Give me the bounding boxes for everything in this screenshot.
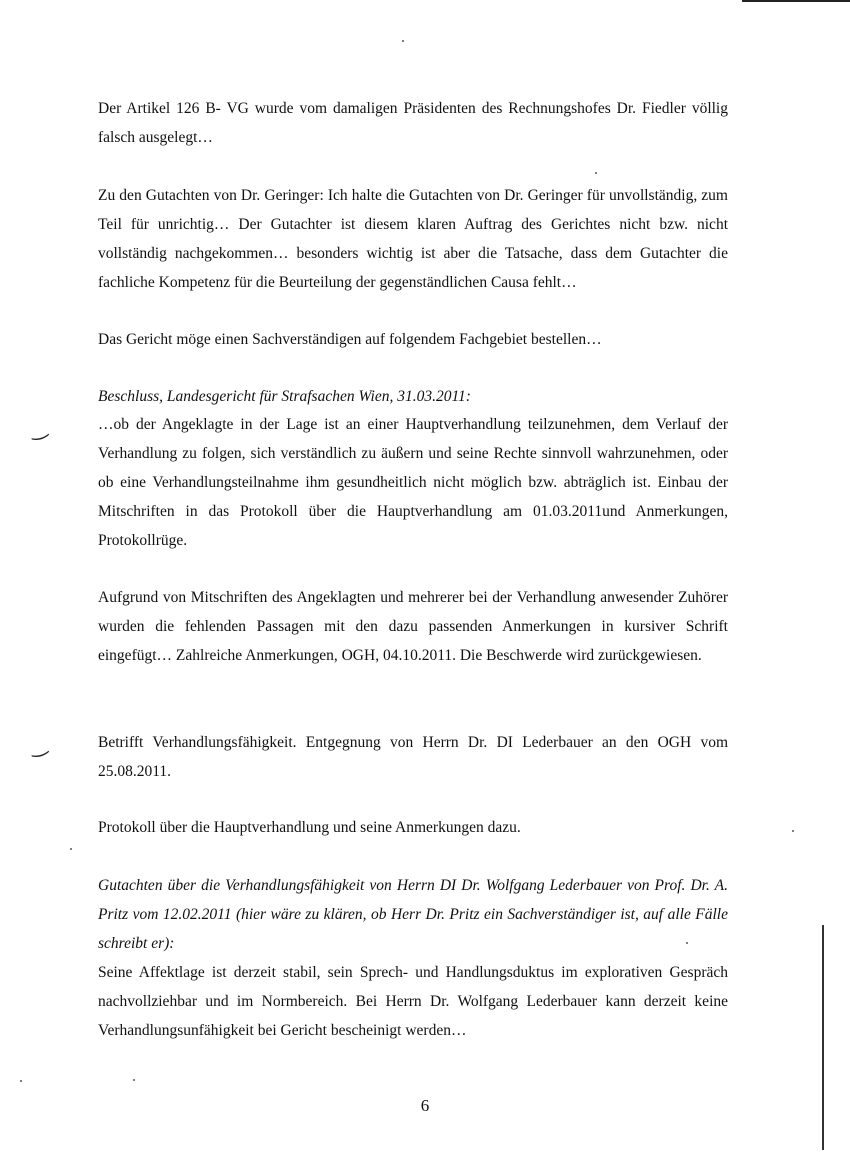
scan-speck bbox=[402, 40, 404, 42]
scan-edge-line bbox=[742, 0, 850, 2]
scan-speck bbox=[595, 172, 597, 174]
scan-edge-line bbox=[822, 925, 824, 1150]
paragraph-gutachten: Seine Affektlage ist derzeit stabil, sein Sprech- und Handlungsduktus im explorativen Gespräch nachvollziehbar und im Normbereich. Bei Herrn Dr. Wolfgang Lederbauer kann derzeit keine Verhandlungsunfähigkeit bei Gericht bescheinigt werden… bbox=[98, 964, 728, 1039]
scan-speck bbox=[686, 942, 688, 944]
paragraph-court-request: Das Gericht möge einen Sachverständigen auf folgendem Fachgebiet bestellen… bbox=[98, 331, 602, 348]
paragraph-geringer-expertise: Zu den Gutachten von Dr. Geringer: Ich halte die Gutachten von Dr. Geringer für unvollständig, zum Teil für unrichtig… Der Gutachter ist diesem klaren Auftrag des Gerichtes nicht bzw. nicht vollständig nachgekommen… besonders wichtig ist aber die Tatsache, dass dem Gutachter die fachliche Kompetenz für die Beurteilung der gegenständlichen Causa fehlt… bbox=[98, 187, 728, 291]
paragraph-article-126: Der Artikel 126 B- VG wurde vom damaligen Präsidenten des Rechnungshofes Dr. Fiedler völlig falsch ausgelegt… bbox=[98, 100, 728, 146]
margin-mark: ‿ bbox=[27, 416, 49, 442]
scan-speck bbox=[70, 848, 72, 850]
heading-gutachten: Gutachten über die Verhandlungsfähigkeit von Herrn DI Dr. Wolfgang Lederbauer von Prof. Dr. A. Pritz vom 12.02.2011 (hier wäre zu klären, ob Herr Dr. Pritz ein Sachverständiger ist, auf alle Fälle schreibt er): bbox=[98, 877, 728, 952]
paragraph-beschluss: …ob der Angeklagte in der Lage ist an einer Hauptverhandlung teilzunehmen, dem Verlauf der Verhandlung zu folgen, sich verständlich zu äußern und seine Rechte sinnvoll wahrzunehmen, oder ob eine Verhandlungsteilnahme ihm gesundheitlich nicht möglich bzw. abträglich ist. Einbau der Mitschriften in das Protokoll über die Hauptverhandlung am 01.03.2011und Anmerkungen, Protokollrüge. bbox=[98, 416, 728, 549]
heading-beschluss: Beschluss, Landesgericht für Strafsachen Wien, 31.03.2011: bbox=[98, 388, 471, 405]
paragraph-verhandlungsfaehigkeit: Betrifft Verhandlungsfähigkeit. Entgegnung von Herrn Dr. DI Lederbauer an den OGH vom 25.08.2011. bbox=[98, 734, 728, 780]
paragraph-protokoll: Protokoll über die Hauptverhandlung und seine Anmerkungen dazu. bbox=[98, 819, 521, 836]
margin-mark: ‿ bbox=[27, 733, 49, 759]
page-number: 6 bbox=[420, 1096, 430, 1115]
paragraph-mitschriften: Aufgrund von Mitschriften des Angeklagten und mehrerer bei der Verhandlung anwesender Zuhörer wurden die fehlenden Passagen mit den dazu passenden Anmerkungen in kursiver Schrift eingefügt… Zahlreiche Anmerkungen, OGH, 04.10.2011. Die Beschwerde wird zurückgewiesen. bbox=[98, 589, 728, 664]
scan-speck bbox=[133, 1079, 135, 1081]
scan-speck bbox=[792, 830, 794, 832]
scan-speck bbox=[20, 1080, 22, 1082]
